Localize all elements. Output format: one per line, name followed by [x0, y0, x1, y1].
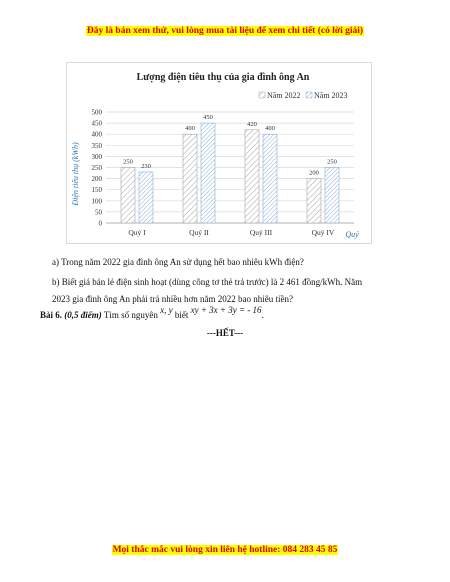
exercise-6-text2: biết	[172, 310, 191, 320]
legend-swatch-2023	[306, 92, 312, 98]
bar-2022	[307, 179, 321, 223]
x-tick-label: Quý II	[189, 228, 209, 237]
exercise-6-vars: x, y	[160, 305, 173, 315]
y-tick-label: 450	[91, 119, 102, 128]
bar-2023	[201, 123, 215, 223]
y-tick-label: 250	[91, 164, 102, 172]
chart-title: Lượng điện tiêu thụ của gia đình ông An	[136, 72, 310, 83]
x-axis-label: Quý	[345, 230, 359, 239]
x-axis-ticks	[128, 228, 335, 237]
bar-data-label: 450	[203, 114, 213, 122]
bar-data-label: 200	[309, 169, 319, 177]
question-b-line1: b) Biết giá bán lẻ điện sinh hoạt (dùng công tơ thẻ trả trước) là 2 461 đồng/kWh. Năm	[52, 277, 363, 287]
x-tick-label: Quý I	[128, 228, 146, 237]
exercise-6	[40, 305, 264, 320]
exercise-6-equation: xy + 3x + 3y = - 16	[190, 305, 262, 315]
y-axis-label: Điện tiêu thụ (kWh)	[71, 142, 80, 206]
y-tick-label: 300	[91, 152, 102, 161]
y-tick-label: 150	[91, 186, 102, 195]
bar-2023	[325, 168, 339, 224]
y-tick-label: 100	[91, 197, 102, 206]
bar-2023	[139, 172, 153, 223]
y-tick-label: 0	[98, 219, 102, 228]
preview-notice-text: Đây là bản xem thử, vui lòng mua tài liệu để xem chi tiết (có lời giải)	[86, 26, 364, 36]
exercise-6-label: Bài 6.	[40, 310, 63, 320]
bar-2022	[183, 134, 197, 223]
question-a: a) Trong năm 2022 gia đình ông An sử dụng hết bao nhiêu kWh điện?	[52, 257, 304, 267]
hotline-banner	[0, 545, 450, 555]
bar-data-label: 420	[247, 120, 257, 128]
exercise-6-text1: Tìm số nguyên	[101, 310, 161, 320]
legend-swatch-2022	[259, 92, 265, 98]
y-tick-label: 200	[91, 175, 102, 184]
bar-data-label: 250	[123, 158, 133, 166]
bar-2022	[121, 168, 135, 224]
bar-data-label: 400	[265, 125, 275, 133]
bar-2023	[263, 134, 277, 223]
legend-label: Năm 2023	[314, 91, 348, 100]
bar-chart	[66, 62, 372, 244]
y-tick-label: 400	[91, 130, 102, 139]
chart-legend	[259, 91, 348, 100]
x-tick-label: Quý III	[249, 228, 273, 237]
bar-data-label: 230	[141, 162, 151, 170]
end-mark: ---HẾT---	[206, 328, 244, 338]
chart-bars	[121, 114, 339, 223]
x-tick-label: Quý IV	[311, 228, 335, 237]
hotline-text: Mọi thắc mắc vui lòng xin liên hệ hotline: 084 283 45 85	[112, 545, 338, 555]
y-axis-ticks	[92, 109, 103, 228]
legend-label: Năm 2022	[267, 91, 301, 100]
exercise-6-end: .	[261, 310, 264, 320]
bar-2022	[245, 130, 259, 223]
preview-notice-banner	[0, 26, 450, 36]
bar-data-label: 400	[185, 125, 195, 133]
y-tick-label: 500	[91, 108, 102, 117]
bar-data-label: 250	[327, 158, 337, 166]
exercise-6-points: (0,5 điểm)	[64, 310, 102, 320]
y-tick-label: 350	[91, 141, 102, 150]
question-b-line2: 2023 gia đình ông An phải trả nhiều hơn năm 2022 bao nhiêu tiền?	[52, 294, 293, 304]
y-tick-label: 50	[95, 208, 102, 217]
